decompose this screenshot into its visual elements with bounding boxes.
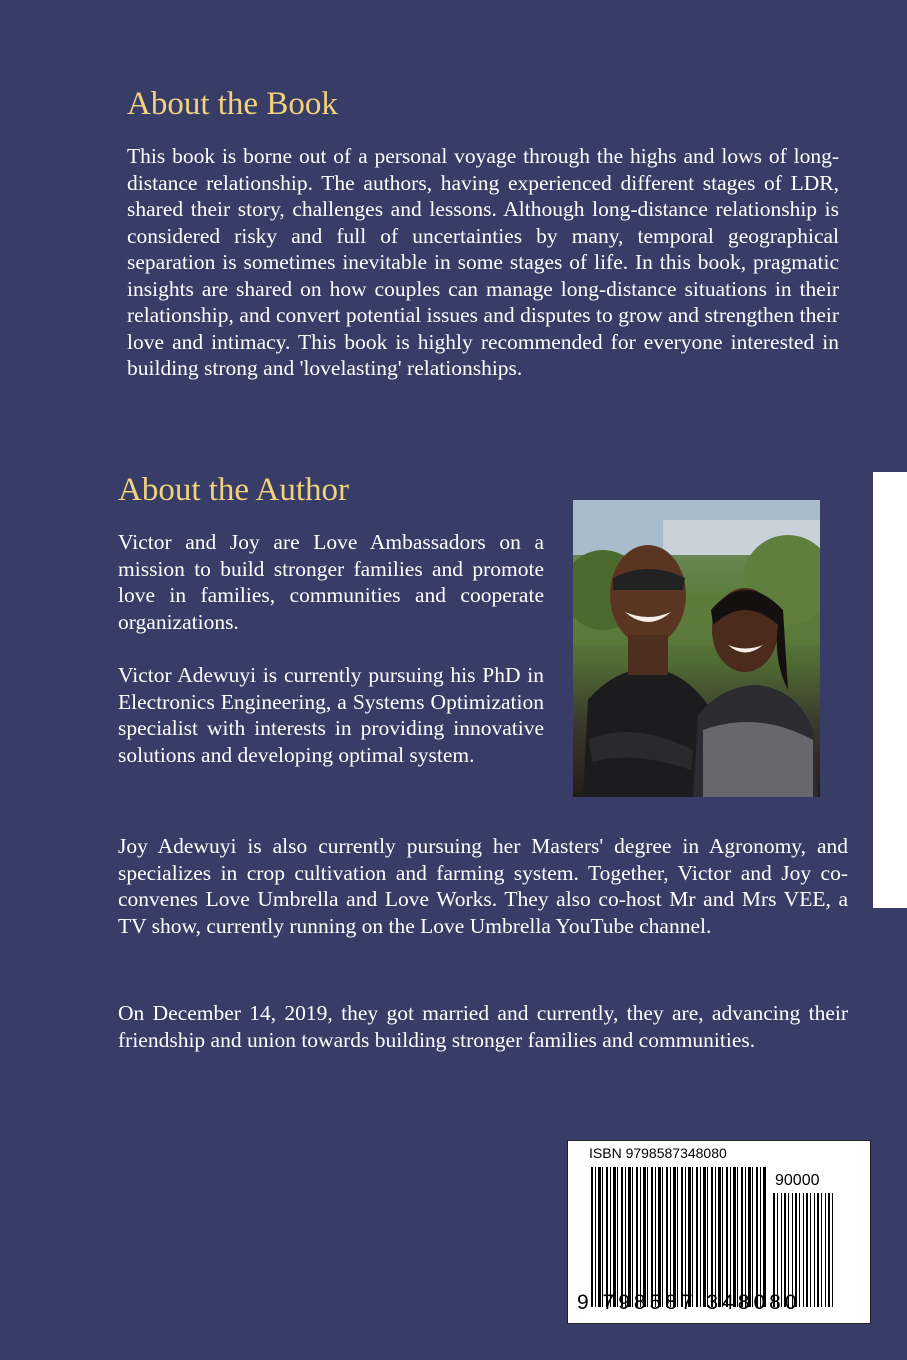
barcode-bars [591, 1167, 766, 1307]
authors-photo-illustration [573, 500, 820, 797]
price-addon-label: 90000 [775, 1172, 820, 1189]
addon-barcode-bars [773, 1193, 835, 1307]
barcode-digits: 9 798587 348080 [577, 1291, 801, 1314]
author-paragraph: Victor Adewuyi is currently pursuing his PhD in Electronics Engineering, a Systems Optimization specialist with interests in providing innovative solutions and developing optimal system. [118, 663, 544, 767]
authors-photo [573, 500, 820, 797]
about-book-text: This book is borne out of a personal voyage through the highs and lows of long-distance relationship. The authors, having experienced different stages of LDR, shared their story, challenges and lessons. Although long-distance relationship is considered risky and full of uncertainties by many, temporal geographical separation is sometimes inevitable in some stages of life. In this book, pragmatic insights are shared on how couples can manage long-distance situations in their relationship, and convert potential issues and disputes to grow and strengthen their love and intimacy. This book is highly recommended for everyone interested in building strong and 'lovelasting' relationships. [127, 144, 839, 380]
isbn-barcode [567, 1140, 871, 1324]
isbn-label: ISBN 9798587348080 [589, 1145, 727, 1161]
author-paragraph: Joy Adewuyi is also currently pursuing her Masters' degree in Agronomy, and specializes in crop cultivation and farming system. Together, Victor and Joy co-convenes Love Umbrella and Love Works. They also co-host Mr and Mrs VEE, a TV show, currently running on the Love Umbrella YouTube channel. [118, 834, 848, 938]
author-paragraph: Victor and Joy are Love Ambassadors on a mission to build stronger families and promote love in families, communities and cooperate organizations. [118, 530, 544, 634]
author-paragraph: On December 14, 2019, they got married and currently, they are, advancing their friendship and union towards building stronger families and communities. [118, 1001, 848, 1052]
side-strip [873, 472, 907, 908]
about-author-heading: About the Author [118, 472, 349, 508]
about-book-heading: About the Book [127, 86, 338, 122]
